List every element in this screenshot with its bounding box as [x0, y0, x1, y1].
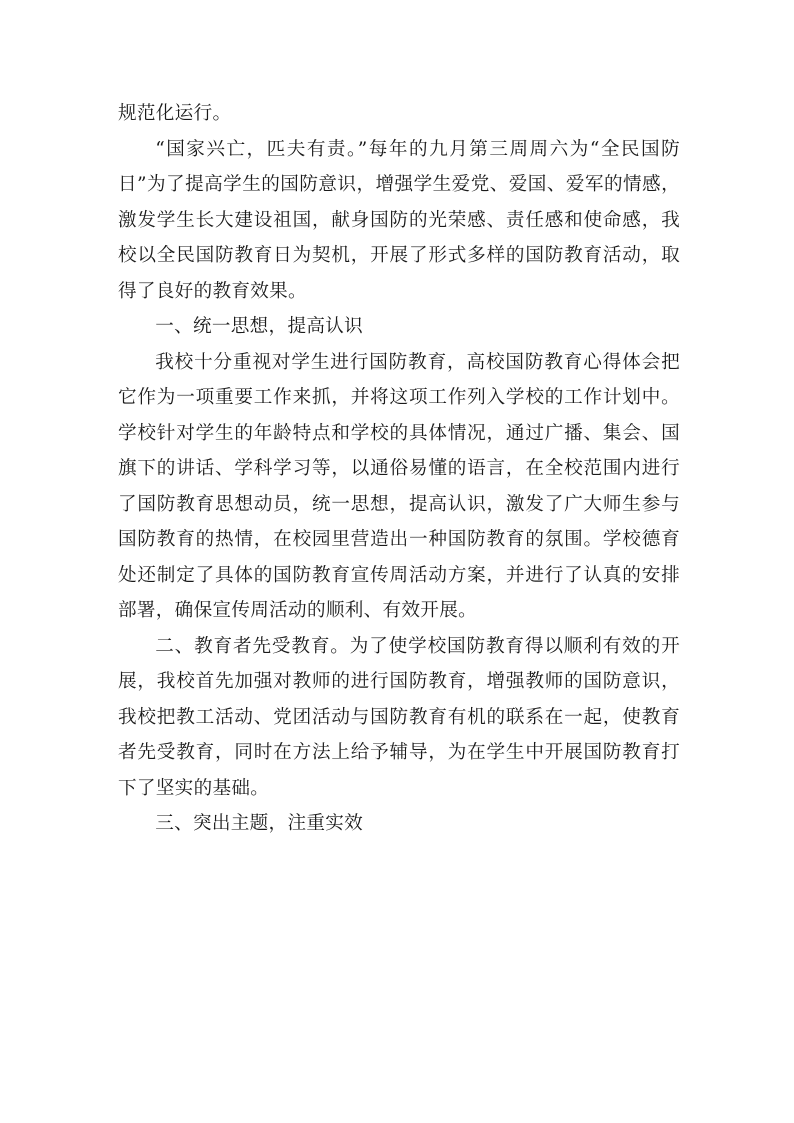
paragraph-national-defense-day: “国家兴亡，匹夫有责。”每年的九月第三周周六为“全民国防日”为了提高学生的国防意识，增强学生爱党、爱国、爱军的情感，激发学生长大建设祖国，献身国防的光荣感、责任感和使命感，我校以全民国防教育日为契机，开展了形式多样的国防教育活动，取得了良好的教育效果。 — [118, 138, 680, 302]
section-heading-3: 三、突出主题，注重实效 — [155, 813, 364, 834]
paragraph-section-1: 我校十分重视对学生进行国防教育，高校国防教育心得体会把它作为一项重要工作来抓，并将这项工作列入学校的工作计划中。学校针对学生的年龄特点和学校的具体情况，通过广播、集会、国旗下的讲话、学科学习等，以通俗易懂的语言，在全校范围内进行了国防教育思想动员，统一思想，提高认识，激发了广大师生参与国防教育的热情，在校园里营造出一种国防教育的氛围。学校德育处还制定了具体的国防教育宣传周活动方案，并进行了认真的安排部署，确保宣传周活动的顺利、有效开展。 — [118, 351, 680, 621]
paragraph-section-2: 二、教育者先受教育。为了使学校国防教育得以顺利有效的开展，我校首先加强对教师的进行国防教育，增强教师的国防意识，我校把教工活动、党团活动与国防教育有机的联系在一起，使教育者先受教育，同时在方法上给予辅导，为在学生中开展国防教育打下了坚实的基础。 — [118, 635, 680, 799]
paragraph-continuation: 规范化运行。 — [118, 103, 232, 124]
section-heading-1: 一、统一思想，提高认识 — [155, 316, 364, 337]
document-body — [118, 96, 680, 842]
